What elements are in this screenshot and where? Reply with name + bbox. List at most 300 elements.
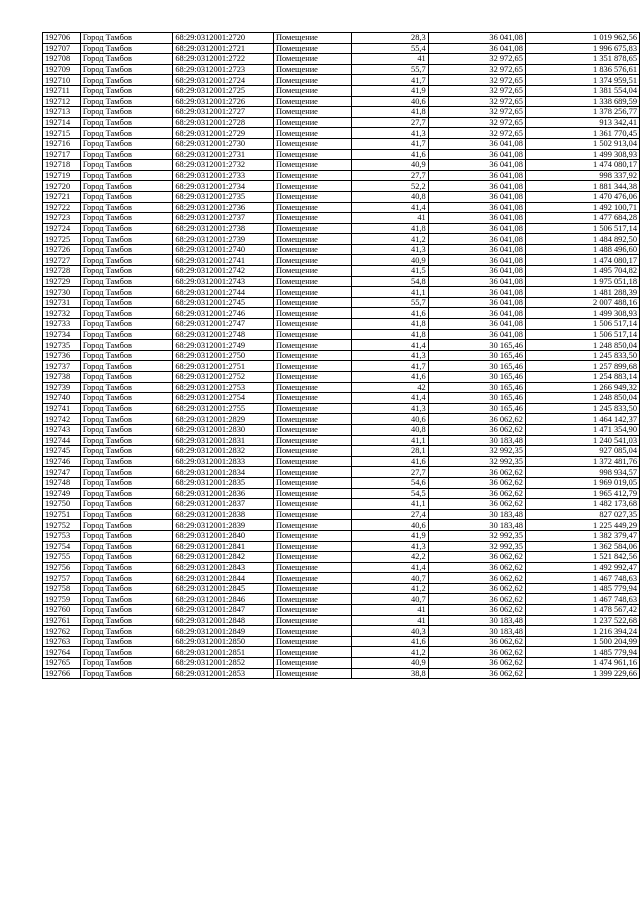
unit-price-cell: 30 165,46 — [428, 350, 525, 361]
city-cell: Город Тамбов — [80, 636, 172, 647]
cadastral-value-cell: 1 881 344,38 — [525, 181, 639, 192]
cadastral-number-cell: 68:29:0312001:2725 — [173, 85, 274, 96]
city-cell: Город Тамбов — [80, 75, 172, 86]
row-id-cell: 192741 — [43, 403, 81, 414]
area-cell: 41,3 — [351, 350, 428, 361]
city-cell: Город Тамбов — [80, 297, 172, 308]
cadastral-value-cell: 1 372 481,76 — [525, 456, 639, 467]
table-row — [43, 562, 640, 573]
unit-price-cell: 32 972,65 — [428, 96, 525, 107]
city-cell: Город Тамбов — [80, 350, 172, 361]
cadastral-value-cell: 1 338 689,59 — [525, 96, 639, 107]
table-row — [43, 43, 640, 54]
city-cell: Город Тамбов — [80, 573, 172, 584]
unit-price-cell: 36 041,08 — [428, 202, 525, 213]
cadastral-number-cell: 68:29:0312001:2737 — [173, 213, 274, 224]
area-cell: 42,2 — [351, 552, 428, 563]
object-type-cell: Помещение — [273, 393, 351, 404]
row-id-cell: 192710 — [43, 75, 81, 86]
area-cell: 40,9 — [351, 255, 428, 266]
cadastral-number-cell: 68:29:0312001:2753 — [173, 382, 274, 393]
cadastral-value-cell: 2 007 488,16 — [525, 297, 639, 308]
table-row — [43, 477, 640, 488]
unit-price-cell: 30 183,48 — [428, 435, 525, 446]
table-body — [43, 33, 640, 679]
object-type-cell: Помещение — [273, 361, 351, 372]
city-cell: Город Тамбов — [80, 117, 172, 128]
object-type-cell: Помещение — [273, 424, 351, 435]
unit-price-cell: 32 972,65 — [428, 64, 525, 75]
cadastral-number-cell: 68:29:0312001:2752 — [173, 372, 274, 383]
object-type-cell: Помещение — [273, 340, 351, 351]
object-type-cell: Помещение — [273, 573, 351, 584]
city-cell: Город Тамбов — [80, 372, 172, 383]
table-row — [43, 223, 640, 234]
unit-price-cell: 32 972,65 — [428, 107, 525, 118]
cadastral-number-cell: 68:29:0312001:2744 — [173, 287, 274, 298]
cadastral-number-cell: 68:29:0312001:2734 — [173, 181, 274, 192]
table-row — [43, 213, 640, 224]
city-cell: Город Тамбов — [80, 128, 172, 139]
cadastral-value-cell: 1 996 675,83 — [525, 43, 639, 54]
cadastral-value-cell: 1 499 308,93 — [525, 149, 639, 160]
row-id-cell: 192740 — [43, 393, 81, 404]
cadastral-value-cell: 1 474 080,17 — [525, 255, 639, 266]
cadastral-number-cell: 68:29:0312001:2736 — [173, 202, 274, 213]
cadastral-value-cell: 1 225 449,29 — [525, 520, 639, 531]
area-cell: 40,6 — [351, 96, 428, 107]
cadastral-number-cell: 68:29:0312001:2755 — [173, 403, 274, 414]
cadastral-number-cell: 68:29:0312001:2738 — [173, 223, 274, 234]
table-row — [43, 75, 640, 86]
row-id-cell: 192715 — [43, 128, 81, 139]
city-cell: Город Тамбов — [80, 43, 172, 54]
table-row — [43, 668, 640, 679]
table-row — [43, 509, 640, 520]
object-type-cell: Помещение — [273, 319, 351, 330]
table-row — [43, 255, 640, 266]
unit-price-cell: 36 041,08 — [428, 244, 525, 255]
unit-price-cell: 36 041,08 — [428, 234, 525, 245]
row-id-cell: 192748 — [43, 477, 81, 488]
area-cell: 40,6 — [351, 520, 428, 531]
city-cell: Город Тамбов — [80, 477, 172, 488]
object-type-cell: Помещение — [273, 435, 351, 446]
row-id-cell: 192713 — [43, 107, 81, 118]
unit-price-cell: 36 062,62 — [428, 668, 525, 679]
object-type-cell: Помещение — [273, 266, 351, 277]
row-id-cell: 192717 — [43, 149, 81, 160]
unit-price-cell: 30 165,46 — [428, 382, 525, 393]
area-cell: 41,8 — [351, 107, 428, 118]
city-cell: Город Тамбов — [80, 54, 172, 65]
object-type-cell: Помещение — [273, 636, 351, 647]
area-cell: 41,6 — [351, 149, 428, 160]
area-cell: 41,1 — [351, 435, 428, 446]
table-row — [43, 372, 640, 383]
row-id-cell: 192743 — [43, 424, 81, 435]
cadastral-number-cell: 68:29:0312001:2852 — [173, 658, 274, 669]
table-row — [43, 96, 640, 107]
unit-price-cell: 32 992,35 — [428, 530, 525, 541]
cadastral-value-cell: 1 484 892,50 — [525, 234, 639, 245]
table-row — [43, 393, 640, 404]
cadastral-number-cell: 68:29:0312001:2726 — [173, 96, 274, 107]
cadastral-value-cell: 1 492 992,47 — [525, 562, 639, 573]
object-type-cell: Помещение — [273, 372, 351, 383]
unit-price-cell: 36 041,08 — [428, 255, 525, 266]
table-row — [43, 160, 640, 171]
unit-price-cell: 36 041,08 — [428, 223, 525, 234]
city-cell: Город Тамбов — [80, 530, 172, 541]
object-type-cell: Помещение — [273, 308, 351, 319]
object-type-cell: Помещение — [273, 54, 351, 65]
city-cell: Город Тамбов — [80, 552, 172, 563]
city-cell: Город Тамбов — [80, 393, 172, 404]
cadastral-value-cell: 1 266 949,32 — [525, 382, 639, 393]
area-cell: 41,1 — [351, 499, 428, 510]
area-cell: 41,2 — [351, 234, 428, 245]
row-id-cell: 192730 — [43, 287, 81, 298]
object-type-cell: Помещение — [273, 276, 351, 287]
unit-price-cell: 36 041,08 — [428, 308, 525, 319]
city-cell: Город Тамбов — [80, 213, 172, 224]
area-cell: 40,8 — [351, 191, 428, 202]
object-type-cell: Помещение — [273, 181, 351, 192]
unit-price-cell: 30 165,46 — [428, 340, 525, 351]
area-cell: 41,7 — [351, 361, 428, 372]
object-type-cell: Помещение — [273, 562, 351, 573]
object-type-cell: Помещение — [273, 615, 351, 626]
row-id-cell: 192756 — [43, 562, 81, 573]
unit-price-cell: 36 041,08 — [428, 329, 525, 340]
cadastral-value-cell: 1 374 959,51 — [525, 75, 639, 86]
cadastral-value-cell: 1 399 229,66 — [525, 668, 639, 679]
cadastral-number-cell: 68:29:0312001:2743 — [173, 276, 274, 287]
area-cell: 41,1 — [351, 287, 428, 298]
row-id-cell: 192734 — [43, 329, 81, 340]
row-id-cell: 192722 — [43, 202, 81, 213]
cadastral-value-cell: 1 488 496,60 — [525, 244, 639, 255]
city-cell: Город Тамбов — [80, 626, 172, 637]
object-type-cell: Помещение — [273, 350, 351, 361]
area-cell: 40,9 — [351, 658, 428, 669]
row-id-cell: 192714 — [43, 117, 81, 128]
table-row — [43, 287, 640, 298]
cadastral-number-cell: 68:29:0312001:2838 — [173, 509, 274, 520]
area-cell: 41,7 — [351, 138, 428, 149]
city-cell: Город Тамбов — [80, 456, 172, 467]
area-cell: 41,9 — [351, 530, 428, 541]
table-row — [43, 499, 640, 510]
table-row — [43, 329, 640, 340]
cadastral-number-cell: 68:29:0312001:2849 — [173, 626, 274, 637]
object-type-cell: Помещение — [273, 583, 351, 594]
table-row — [43, 403, 640, 414]
unit-price-cell: 36 041,08 — [428, 287, 525, 298]
city-cell: Город Тамбов — [80, 647, 172, 658]
cadastral-value-cell: 1 248 850,04 — [525, 340, 639, 351]
unit-price-cell: 36 041,08 — [428, 170, 525, 181]
cadastral-value-cell: 1 470 476,06 — [525, 191, 639, 202]
city-cell: Город Тамбов — [80, 509, 172, 520]
object-type-cell: Помещение — [273, 85, 351, 96]
object-type-cell: Помещение — [273, 117, 351, 128]
unit-price-cell: 32 992,35 — [428, 541, 525, 552]
cadastral-value-cell: 1 506 517,14 — [525, 223, 639, 234]
cadastral-value-cell: 1 467 748,63 — [525, 594, 639, 605]
object-type-cell: Помещение — [273, 647, 351, 658]
cadastral-number-cell: 68:29:0312001:2845 — [173, 583, 274, 594]
unit-price-cell: 32 992,35 — [428, 456, 525, 467]
row-id-cell: 192706 — [43, 33, 81, 44]
city-cell: Город Тамбов — [80, 85, 172, 96]
city-cell: Город Тамбов — [80, 308, 172, 319]
city-cell: Город Тамбов — [80, 583, 172, 594]
row-id-cell: 192728 — [43, 266, 81, 277]
area-cell: 28,1 — [351, 446, 428, 457]
table-row — [43, 319, 640, 330]
city-cell: Город Тамбов — [80, 202, 172, 213]
area-cell: 40,7 — [351, 594, 428, 605]
city-cell: Город Тамбов — [80, 96, 172, 107]
cadastral-number-cell: 68:29:0312001:2829 — [173, 414, 274, 425]
city-cell: Город Тамбов — [80, 467, 172, 478]
table-row — [43, 583, 640, 594]
area-cell: 52,2 — [351, 181, 428, 192]
table-row — [43, 149, 640, 160]
table-row — [43, 340, 640, 351]
area-cell: 41,4 — [351, 562, 428, 573]
city-cell: Город Тамбов — [80, 287, 172, 298]
object-type-cell: Помещение — [273, 244, 351, 255]
area-cell: 41,5 — [351, 266, 428, 277]
row-id-cell: 192765 — [43, 658, 81, 669]
unit-price-cell: 36 062,62 — [428, 424, 525, 435]
unit-price-cell: 36 041,08 — [428, 33, 525, 44]
cadastral-number-cell: 68:29:0312001:2833 — [173, 456, 274, 467]
city-cell: Город Тамбов — [80, 191, 172, 202]
city-cell: Город Тамбов — [80, 160, 172, 171]
unit-price-cell: 36 062,62 — [428, 583, 525, 594]
city-cell: Город Тамбов — [80, 658, 172, 669]
row-id-cell: 192766 — [43, 668, 81, 679]
object-type-cell: Помещение — [273, 234, 351, 245]
row-id-cell: 192747 — [43, 467, 81, 478]
cadastral-number-cell: 68:29:0312001:2750 — [173, 350, 274, 361]
unit-price-cell: 36 041,08 — [428, 276, 525, 287]
unit-price-cell: 36 062,62 — [428, 658, 525, 669]
table-row — [43, 85, 640, 96]
table-row — [43, 456, 640, 467]
row-id-cell: 192739 — [43, 382, 81, 393]
cadastral-value-cell: 1 481 288,39 — [525, 287, 639, 298]
row-id-cell: 192720 — [43, 181, 81, 192]
cadastral-value-cell: 1 257 899,68 — [525, 361, 639, 372]
table-row — [43, 276, 640, 287]
area-cell: 41,6 — [351, 308, 428, 319]
cadastral-value-cell: 1 482 173,68 — [525, 499, 639, 510]
area-cell: 41,7 — [351, 75, 428, 86]
area-cell: 40,9 — [351, 160, 428, 171]
row-id-cell: 192762 — [43, 626, 81, 637]
city-cell: Город Тамбов — [80, 615, 172, 626]
unit-price-cell: 32 972,65 — [428, 75, 525, 86]
unit-price-cell: 36 062,62 — [428, 562, 525, 573]
object-type-cell: Помещение — [273, 160, 351, 171]
city-cell: Город Тамбов — [80, 414, 172, 425]
row-id-cell: 192738 — [43, 372, 81, 383]
unit-price-cell: 36 041,08 — [428, 181, 525, 192]
unit-price-cell: 36 041,08 — [428, 149, 525, 160]
cadastral-value-cell: 1 477 684,28 — [525, 213, 639, 224]
cadastral-number-cell: 68:29:0312001:2830 — [173, 424, 274, 435]
row-id-cell: 192750 — [43, 499, 81, 510]
table-row — [43, 658, 640, 669]
row-id-cell: 192708 — [43, 54, 81, 65]
row-id-cell: 192726 — [43, 244, 81, 255]
city-cell: Город Тамбов — [80, 329, 172, 340]
area-cell: 41,4 — [351, 340, 428, 351]
city-cell: Город Тамбов — [80, 255, 172, 266]
cadastral-value-cell: 1 464 142,37 — [525, 414, 639, 425]
unit-price-cell: 36 062,62 — [428, 552, 525, 563]
unit-price-cell: 36 062,62 — [428, 605, 525, 616]
area-cell: 41,3 — [351, 244, 428, 255]
city-cell: Город Тамбов — [80, 562, 172, 573]
row-id-cell: 192737 — [43, 361, 81, 372]
area-cell: 27,7 — [351, 170, 428, 181]
object-type-cell: Помещение — [273, 520, 351, 531]
unit-price-cell: 36 041,08 — [428, 191, 525, 202]
area-cell: 41,8 — [351, 319, 428, 330]
city-cell: Город Тамбов — [80, 138, 172, 149]
row-id-cell: 192712 — [43, 96, 81, 107]
table-row — [43, 117, 640, 128]
area-cell: 41,9 — [351, 85, 428, 96]
cadastral-number-cell: 68:29:0312001:2836 — [173, 488, 274, 499]
unit-price-cell: 36 041,08 — [428, 297, 525, 308]
object-type-cell: Помещение — [273, 297, 351, 308]
unit-price-cell: 30 165,46 — [428, 372, 525, 383]
object-type-cell: Помещение — [273, 467, 351, 478]
area-cell: 40,3 — [351, 626, 428, 637]
row-id-cell: 192727 — [43, 255, 81, 266]
table-row — [43, 636, 640, 647]
row-id-cell: 192709 — [43, 64, 81, 75]
unit-price-cell: 36 062,62 — [428, 647, 525, 658]
cadastral-value-cell: 1 495 704,82 — [525, 266, 639, 277]
area-cell: 41,3 — [351, 403, 428, 414]
city-cell: Город Тамбов — [80, 266, 172, 277]
table-row — [43, 202, 640, 213]
cadastral-number-cell: 68:29:0312001:2727 — [173, 107, 274, 118]
cadastral-value-cell: 1 240 541,03 — [525, 435, 639, 446]
cadastral-number-cell: 68:29:0312001:2848 — [173, 615, 274, 626]
row-id-cell: 192724 — [43, 223, 81, 234]
cadastral-value-cell: 998 337,92 — [525, 170, 639, 181]
cadastral-number-cell: 68:29:0312001:2837 — [173, 499, 274, 510]
cadastral-value-cell: 1 485 779,94 — [525, 647, 639, 658]
cadastral-value-cell: 1 245 833,50 — [525, 403, 639, 414]
city-cell: Город Тамбов — [80, 403, 172, 414]
table-row — [43, 435, 640, 446]
cadastral-number-cell: 68:29:0312001:2733 — [173, 170, 274, 181]
cadastral-number-cell: 68:29:0312001:2832 — [173, 446, 274, 457]
unit-price-cell: 36 062,62 — [428, 594, 525, 605]
cadastral-number-cell: 68:29:0312001:2843 — [173, 562, 274, 573]
cadastral-number-cell: 68:29:0312001:2735 — [173, 191, 274, 202]
area-cell: 41,2 — [351, 583, 428, 594]
unit-price-cell: 36 062,62 — [428, 414, 525, 425]
cadastral-number-cell: 68:29:0312001:2742 — [173, 266, 274, 277]
row-id-cell: 192746 — [43, 456, 81, 467]
row-id-cell: 192749 — [43, 488, 81, 499]
cadastral-value-cell: 1 506 517,14 — [525, 319, 639, 330]
cadastral-number-cell: 68:29:0312001:2842 — [173, 552, 274, 563]
city-cell: Город Тамбов — [80, 605, 172, 616]
cadastral-number-cell: 68:29:0312001:2720 — [173, 33, 274, 44]
unit-price-cell: 30 183,48 — [428, 509, 525, 520]
cadastral-number-cell: 68:29:0312001:2844 — [173, 573, 274, 584]
table-row — [43, 488, 640, 499]
cadastral-value-cell: 1 237 522,68 — [525, 615, 639, 626]
area-cell: 54,6 — [351, 477, 428, 488]
city-cell: Город Тамбов — [80, 64, 172, 75]
table-row — [43, 266, 640, 277]
row-id-cell: 192723 — [43, 213, 81, 224]
table-row — [43, 573, 640, 584]
table-row — [43, 191, 640, 202]
city-cell: Город Тамбов — [80, 520, 172, 531]
cadastral-number-cell: 68:29:0312001:2835 — [173, 477, 274, 488]
cadastral-value-cell: 1 836 576,61 — [525, 64, 639, 75]
cadastral-number-cell: 68:29:0312001:2754 — [173, 393, 274, 404]
row-id-cell: 192716 — [43, 138, 81, 149]
area-cell: 38,8 — [351, 668, 428, 679]
area-cell: 55,7 — [351, 64, 428, 75]
cadastral-value-cell: 1 351 878,65 — [525, 54, 639, 65]
cadastral-number-cell: 68:29:0312001:2839 — [173, 520, 274, 531]
row-id-cell: 192758 — [43, 583, 81, 594]
row-id-cell: 192751 — [43, 509, 81, 520]
area-cell: 41,6 — [351, 456, 428, 467]
object-type-cell: Помещение — [273, 138, 351, 149]
object-type-cell: Помещение — [273, 541, 351, 552]
table-row — [43, 594, 640, 605]
area-cell: 42 — [351, 382, 428, 393]
city-cell: Город Тамбов — [80, 223, 172, 234]
city-cell: Город Тамбов — [80, 361, 172, 372]
table-row — [43, 308, 640, 319]
cadastral-value-cell: 1 381 554,04 — [525, 85, 639, 96]
row-id-cell: 192729 — [43, 276, 81, 287]
cadastral-value-cell: 1 216 394,24 — [525, 626, 639, 637]
cadastral-number-cell: 68:29:0312001:2834 — [173, 467, 274, 478]
cadastral-number-cell: 68:29:0312001:2847 — [173, 605, 274, 616]
area-cell: 55,4 — [351, 43, 428, 54]
city-cell: Город Тамбов — [80, 340, 172, 351]
table-row — [43, 181, 640, 192]
cadastral-value-cell: 1 502 913,04 — [525, 138, 639, 149]
object-type-cell: Помещение — [273, 96, 351, 107]
cadastral-value-cell: 1 965 412,79 — [525, 488, 639, 499]
city-cell: Город Тамбов — [80, 107, 172, 118]
cadastral-number-cell: 68:29:0312001:2841 — [173, 541, 274, 552]
area-cell: 41,3 — [351, 541, 428, 552]
table-row — [43, 467, 640, 478]
cadastral-value-cell: 1 499 308,93 — [525, 308, 639, 319]
